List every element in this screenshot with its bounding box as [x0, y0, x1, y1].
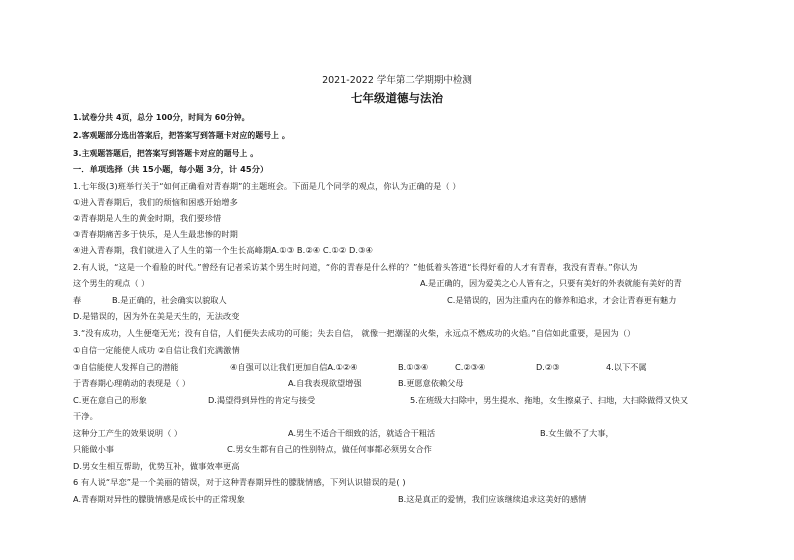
q4-option-c: C.更在意自己的形象: [73, 395, 147, 405]
q2-option-d: D.是错误的，因为外在美是天生的，无法改变: [73, 311, 240, 321]
instruction-1: 1.试卷分共 4页，总分 100分，时间为 60分钟。: [73, 113, 250, 122]
q5-option-b: B.女生做不了大事，: [540, 428, 614, 438]
q6-option-a: A.青春期对异性的朦胧情感是成长中的正常现象: [73, 494, 245, 504]
q3-stem: 3.“没有成功，人生便毫无光；没有自信，人们便失去成功的可能；失去自信， 就像一把潮湿的火柴，永远点不燃成功的火焰。”自信如此重要，是因为（）: [73, 328, 636, 338]
section-heading: 一．单项选择（共 15小题，每小题 3分，计 45分）: [73, 164, 269, 174]
q3-option-d: D.②③: [536, 362, 560, 372]
q4-stem-start: 4.以下不属: [606, 362, 647, 372]
q4-option-d: D.渴望得到异性的肯定与接受: [208, 395, 316, 405]
q3-option-4-a: ④自强可以让我们更加自信A.①②④: [230, 362, 358, 372]
q3-option-1-2: ①自信一定能使人成功 ②自信让我们充满激情: [73, 345, 240, 355]
q4-option-b: B.更愿意依赖父母: [398, 378, 464, 388]
exam-term-title: 2021-2022 学年第二学期期中检测: [322, 75, 472, 86]
q2-option-a: A.是正确的，因为爱美之心人皆有之，只要有美好的外表就能有美好的青: [420, 278, 682, 288]
q6-stem: 6 有人说“早恋”是一个美丽的错误，对于这种青春期异性的朦胧情感，下列认识错误的是( ): [73, 477, 406, 487]
q2-option-b: B.是正确的，社会确实以貌取人: [112, 295, 227, 305]
q5-option-a: A.男生不适合干细致的活，就适合干粗活: [288, 428, 436, 438]
q1-stem: 1.七年级(3)班举行关于“如何正确看对青春期”的主题班会。下面是几个同学的观点，你认为正确的是（ ）: [73, 181, 461, 191]
q5-stem-cont: 干净。: [73, 411, 98, 421]
q2-option-c: C.是错误的，因为注重内在的修养和追求，才会让青春更有魅力: [447, 295, 677, 305]
q1-option-4: ④进入青春期，我们就进入了人生的第一个生长高峰期A.①③ B.②④ C.①② D.③④: [73, 245, 373, 255]
q6-option-b: B.这是真正的爱情，我们应该继续追求这美好的感情: [398, 494, 587, 504]
q4-stem-end: 于青春期心理萌动的表现是（ ）: [73, 378, 191, 388]
instruction-3: 3.主观题答题后，把答案写到答题卡对应的题号上 。: [73, 149, 259, 158]
q3-option-3: ③自信能使人发挥自己的潜能: [73, 362, 179, 372]
q5-stem: 5.在班级大扫除中，男生提水、拖地，女生擦桌子、扫地，大扫除做得又快又: [410, 395, 689, 405]
q5-question: 这种分工产生的效果说明（ ）: [73, 428, 183, 438]
q5-option-b-cont: 只能做小事: [73, 444, 114, 454]
q5-option-c: C.男女生都有自己的性别特点，做任何事都必须男女合作: [227, 444, 432, 454]
q3-option-c: C.②③④: [455, 362, 486, 372]
q2-option-a-cont: 春: [73, 295, 82, 305]
q5-option-d: D.男女生相互帮助，优势互补，做事效率更高: [73, 461, 240, 471]
q2-line-1: 2.有人说，“这是一个看脸的时代。”曾经有记者采访某个男生时问道，“你的青春是什么样的？”他低着头答道“长得好看的人才有青春，我没有青春。”你认为: [73, 262, 638, 272]
q2-question: 这个男生的观点（ ）: [73, 278, 150, 288]
q4-option-a: A.自我表现欲望增强: [288, 378, 362, 388]
q1-option-1: ①进入青春期后，我们的烦恼和困惑开始增多: [73, 197, 238, 207]
q1-option-2: ②青春期是人生的黄金时期，我们要珍惜: [73, 213, 222, 223]
q1-option-3: ③青春期痛苦多于快乐，是人生最悲惨的时期: [73, 229, 238, 239]
q3-option-b: B.①③④: [398, 362, 429, 372]
instruction-2: 2.客观题部分选出答案后，把答案写到答题卡对应的题号上 。: [73, 131, 290, 140]
exam-subject-title: 七年级道德与法治: [351, 91, 443, 105]
